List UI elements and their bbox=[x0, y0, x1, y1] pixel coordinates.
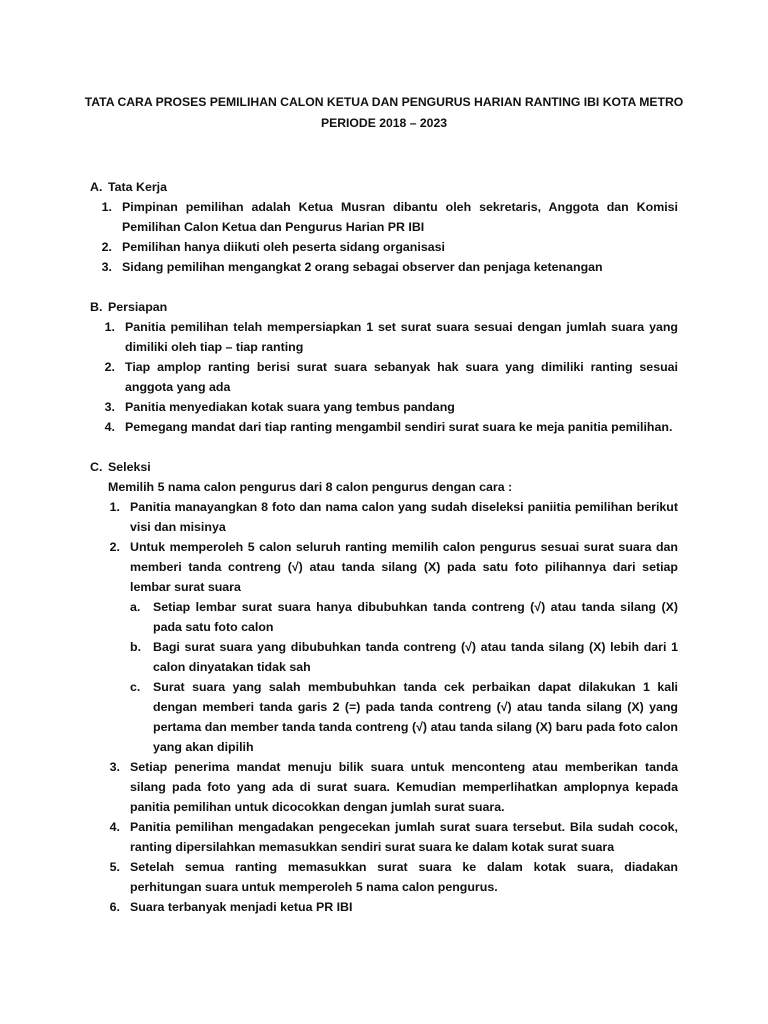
item-text: Suara terbanyak menjadi ketua PR IBI bbox=[130, 900, 353, 914]
sub-list-item bbox=[130, 597, 678, 637]
item-text: Pimpinan pemilihan adalah Ketua Musran dibantu oleh sekretaris, Anggota dan Komisi Pemilihan Calon Ketua dan Pengurus Harian PR IBI bbox=[122, 200, 678, 234]
section-heading bbox=[90, 177, 678, 197]
section-letter: A. bbox=[90, 180, 103, 194]
section-heading bbox=[90, 297, 678, 317]
item-number: 1. bbox=[109, 500, 120, 514]
sub-item-letter: c. bbox=[130, 680, 141, 694]
section-heading bbox=[90, 457, 678, 477]
item-body bbox=[130, 537, 678, 757]
item-number: 3. bbox=[109, 760, 120, 774]
section-intro: Memilih 5 nama calon pengurus dari 8 calon pengurus dengan cara : bbox=[108, 480, 513, 494]
title-line-2: PERIODE 2018 – 2023 bbox=[320, 116, 448, 130]
item-number: 6. bbox=[109, 900, 120, 914]
section-seleksi bbox=[90, 457, 678, 917]
item-number: 1. bbox=[104, 320, 115, 334]
document-title bbox=[80, 92, 688, 134]
title-line-1: TATA CARA PROSES PEMILIHAN CALON KETUA DAN PENGURUS HARIAN RANTING IBI KOTA METRO bbox=[84, 95, 684, 109]
sub-item-letter: b. bbox=[130, 640, 142, 654]
section-heading-text: Persiapan bbox=[108, 300, 168, 314]
item-number: 4. bbox=[104, 420, 115, 434]
item-number: 3. bbox=[101, 260, 112, 274]
item-number: 2. bbox=[104, 360, 115, 374]
item-text: Sidang pemilihan mengangkat 2 orang sebagai observer dan penjaga ketenangan bbox=[122, 260, 603, 274]
list-item bbox=[90, 817, 678, 857]
list-item bbox=[90, 257, 678, 277]
item-number: 2. bbox=[101, 240, 112, 254]
item-number: 5. bbox=[109, 860, 120, 874]
item-text: Tiap amplop ranting berisi surat suara sebanyak hak suara yang dimiliki ranting sesuai anggota yang ada bbox=[125, 360, 678, 394]
item-text: Panitia menyediakan kotak suara yang tembus pandang bbox=[125, 400, 455, 414]
item-number: 3. bbox=[104, 400, 115, 414]
item-text: Setelah semua ranting memasukkan surat suara ke dalam kotak suara, diadakan perhitungan suara untuk memperoleh 5 nama calon pengurus. bbox=[130, 860, 678, 894]
list-item bbox=[90, 317, 678, 357]
section-heading-text: Seleksi bbox=[108, 460, 151, 474]
list-item bbox=[90, 357, 678, 397]
item-text: Panitia pemilihan telah mempersiapkan 1 set surat suara sesuai dengan jumlah suara yang dimiliki oleh tiap – tiap ranting bbox=[125, 320, 678, 354]
item-list bbox=[90, 317, 678, 437]
sub-list-item bbox=[130, 677, 678, 757]
section-heading-text: Tata Kerja bbox=[108, 180, 167, 194]
sub-item-text: Setiap lembar surat suara hanya dibubuhkan tanda contreng (√) atau tanda silang (X) pada satu foto calon bbox=[153, 600, 678, 634]
item-text: Panitia manayangkan 8 foto dan nama calon yang sudah diseleksi paniitia pemilihan berikut visi dan misinya bbox=[130, 500, 678, 534]
item-text: Panitia pemilihan mengadakan pengecekan jumlah surat suara tersebut. Bila sudah cocok, ranting dipersilahkan memasukkan sendiri surat suara ke dalam kotak surat suara bbox=[130, 820, 678, 854]
section-letter: B. bbox=[90, 300, 103, 314]
section-letter: C. bbox=[90, 460, 103, 474]
list-item bbox=[90, 417, 678, 437]
list-item bbox=[90, 757, 678, 817]
list-item bbox=[90, 397, 678, 417]
item-number: 4. bbox=[109, 820, 120, 834]
sub-list-item bbox=[130, 637, 678, 677]
sub-item-list bbox=[130, 597, 678, 757]
item-text: Untuk memperoleh 5 calon seluruh ranting memilih calon pengurus sesuai surat suara dan memberi tanda contreng (√) atau tanda silang (X) pada satu foto pilihannya dari setiap lembar surat suara bbox=[130, 540, 678, 594]
item-number: 2. bbox=[109, 540, 120, 554]
list-item bbox=[90, 857, 678, 897]
section-persiapan bbox=[90, 297, 678, 437]
sub-item-text: Bagi surat suara yang dibubuhkan tanda contreng (√) atau tanda silang (X) lebih dari 1 calon dinyatakan tidak sah bbox=[153, 640, 678, 674]
item-text: Pemilihan hanya diikuti oleh peserta sidang organisasi bbox=[122, 240, 445, 254]
item-number: 1. bbox=[101, 200, 112, 214]
item-list bbox=[90, 497, 678, 917]
list-item bbox=[90, 537, 678, 757]
item-list bbox=[90, 197, 678, 277]
sub-item-letter: a. bbox=[130, 600, 141, 614]
item-text: Setiap penerima mandat menuju bilik suara untuk menconteng atau memberikan tanda silang pada foto yang ada di surat suara. Kemudian memperlihatkan amplopnya kepada panitia pemilihan untuk dicocokkan dengan jumlah surat suara. bbox=[130, 760, 678, 814]
list-item bbox=[90, 497, 678, 537]
sub-item-text: Surat suara yang salah membubuhkan tanda cek perbaikan dapat dilakukan 1 kali dengan memberi tanda garis 2 (=) pada tanda contreng (√) atau tanda silang (X) yang pertama dan member tanda tanda contreng (√) atau tanda silang (X) baru pada foto calon yang akan dipilih bbox=[153, 680, 678, 754]
section-tata-kerja bbox=[90, 177, 678, 277]
list-item bbox=[90, 897, 678, 917]
list-item bbox=[90, 237, 678, 257]
list-item bbox=[90, 197, 678, 237]
item-text: Pemegang mandat dari tiap ranting mengambil sendiri surat suara ke meja panitia pemilihan. bbox=[125, 420, 673, 434]
